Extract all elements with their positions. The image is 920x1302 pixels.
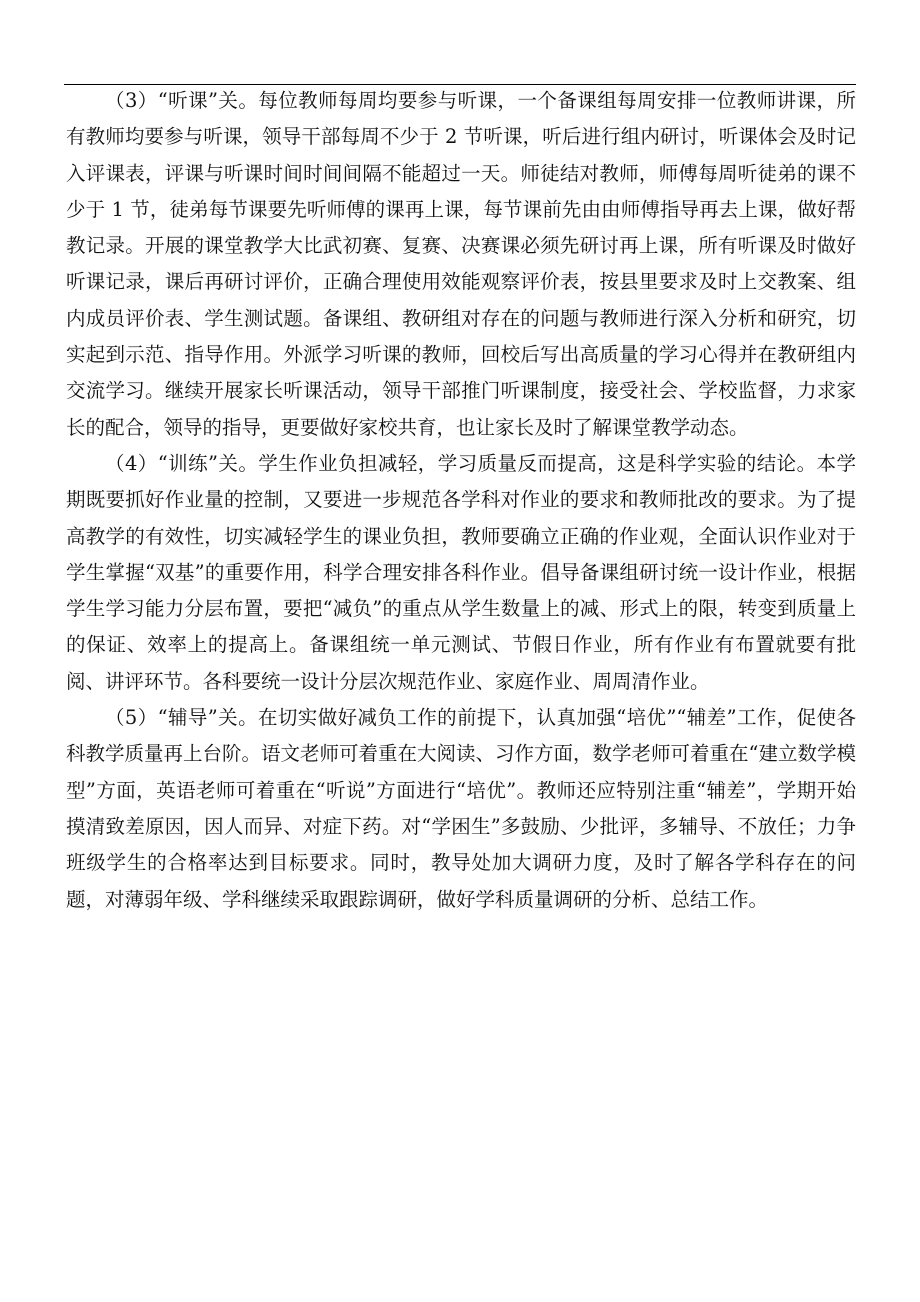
paragraph-tutoring: （5）“辅导”关。在切实做好减负工作的前提下，认真加强“培优”“辅差”工作，促使各科教学质量再上台阶。语文老师可着重在大阅读、习作方面，数学老师可着重在“建立数学模型”方面，英语老师可着重在“听说”方面进行“培优”。教师还应特别注重“辅差”，学期开始摸清致差原因，因人而异、对症下药。对“学困生”多鼓励、少批评，多辅导、不放任；力争班级学生的合格率达到目标要求。同时，教导处加大调研力度，及时了解各学科存在的问题，对薄弱年级、学科继续采取跟踪调研，做好学科质量调研的分析、总结工作。	[66, 706, 856, 911]
paragraph-listening: （3）“听课”关。每位教师每周均要参与听课，一个备课组每周安排一位教师讲课，所有教师均要参与听课，领导干部每周不少于 2 节听课，听后进行组内研讨，听课体会及时记入评课表，评课与听课时间时间间隔不能超过一天。师徒结对教师，师傅每周听徒弟的课不少于 1 节，徒弟每节课要先听师傅的课再上课，每节课前先由由师傅指导再去上课，做好帮教记录。开展的课堂教学大比武初赛、复赛、决赛课必须先研讨再上课，所有听课及时做好听课记录，课后再研讨评价，正确合理使用效能观察评价表，按县里要求及时上交教案、组内成员评价表、学生测试题。备课组、教研组对存在的问题与教师进行深入分析和研究，切实起到示范、指导作用。外派学习听课的教师，回校后写出高质量的学习心得并在教研组内交流学习。继续开展家长听课活动，领导干部推门听课制度，接受社会、学校监督，力求家长的配合，领导的指导，更要做好家校共育，也让家长及时了解课堂教学动态。	[66, 89, 856, 439]
document-body	[66, 83, 856, 918]
paragraph-training: （4）“训练”关。学生作业负担减轻，学习质量反而提高，这是科学实验的结论。本学期既要抓好作业量的控制，又要进一步规范各学科对作业的要求和教师批改的要求。为了提高教学的有效性，切实减轻学生的课业负担，教师要确立正确的作业观，全面认识作业对于学生掌握“双基”的重要作用，科学合理安排各科作业。倡导备课组研讨统一设计作业，根据学生学习能力分层布置，要把“减负”的重点从学生数量上的减、形式上的限，转变到质量上的保证、效率上的提高上。备课组统一单元测试、节假日作业，所有作业有布置就要有批阅、讲评环节。各科要统一设计分层次规范作业、家庭作业、周周清作业。	[66, 451, 856, 693]
